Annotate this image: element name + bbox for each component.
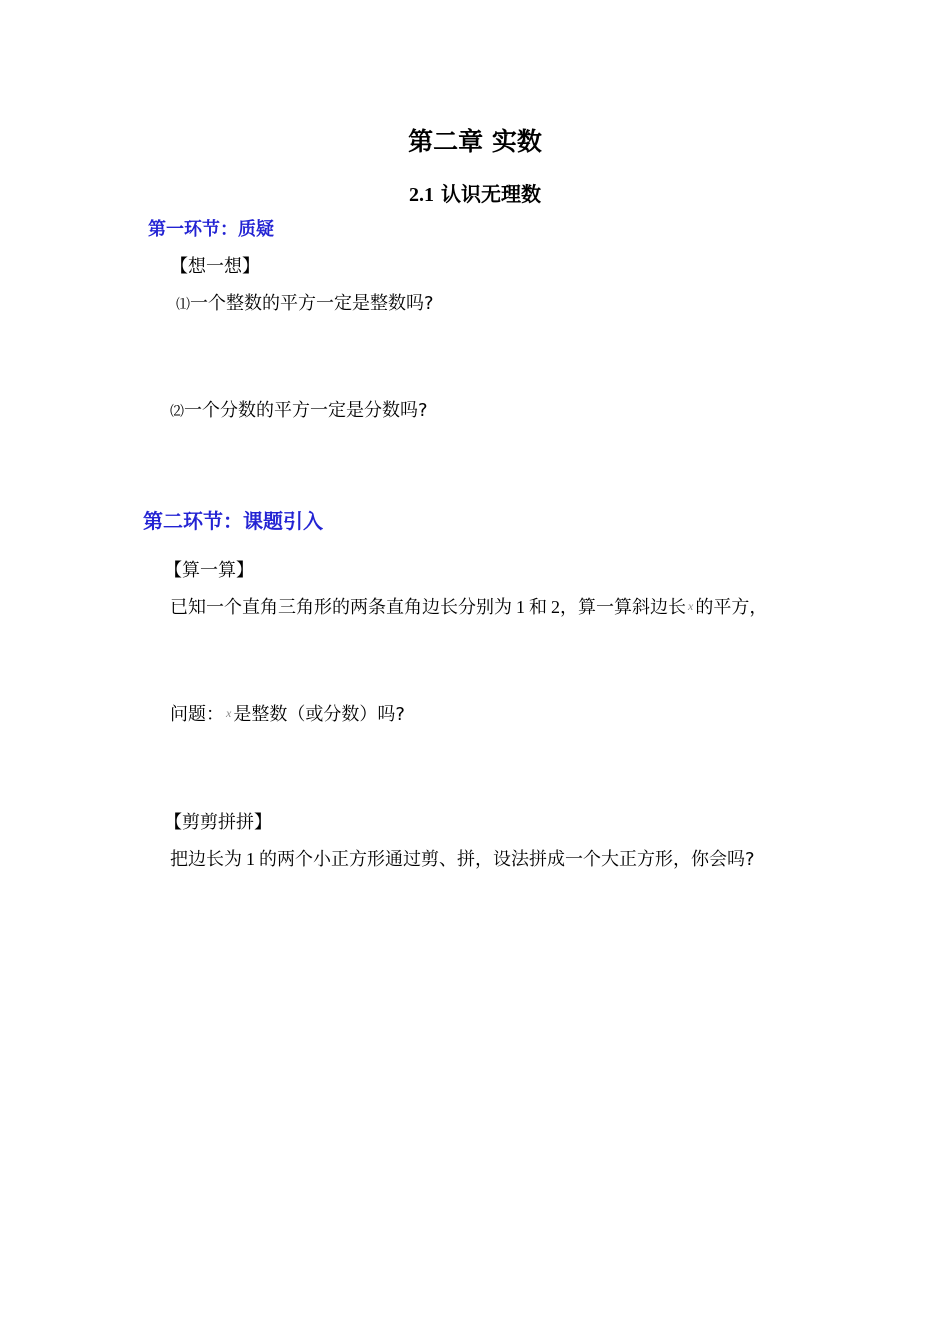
cut-text-a: 把边长为 — [170, 849, 242, 870]
calc-text-b: 和 — [529, 597, 547, 618]
calc-text-d: 的平方， — [695, 597, 768, 618]
question-2-marker: ⑵ — [170, 404, 184, 420]
question-prefix: 问题： — [170, 704, 224, 725]
question-var-x: x — [226, 706, 232, 720]
stage-1-heading: 第一环节：质疑 — [148, 219, 274, 240]
calc-num-1: 1 — [516, 597, 525, 617]
calc-paragraph — [170, 593, 767, 619]
calc-text-a: 已知一个直角三角形的两条直角边长分别为 — [170, 597, 512, 618]
stage-2-heading: 第二环节：课题引入 — [143, 509, 323, 533]
section-title — [0, 178, 950, 207]
question-2 — [170, 396, 428, 422]
question-1-text: 一个整数的平方一定是整数吗? — [190, 293, 434, 314]
calc-var-x: x — [688, 599, 694, 613]
section-number: 2.1 — [409, 184, 435, 206]
cut-text-b: 的两个小正方形通过剪、拼，设法拼成一个大正方形，你会吗? — [259, 849, 755, 870]
question-1-marker: ⑴ — [176, 297, 190, 313]
calc-text-c: ，算一算斜边长 — [560, 597, 686, 618]
chapter-title: 第二章 实数 — [408, 127, 542, 156]
cut-label: 【剪剪拼拼】 — [164, 812, 272, 833]
cut-num: 1 — [246, 849, 255, 869]
cut-paragraph — [170, 845, 755, 871]
question-1 — [176, 289, 434, 315]
question-paragraph — [170, 700, 405, 726]
think-label: 【想一想】 — [170, 256, 260, 277]
section-name: 认识无理数 — [440, 182, 541, 206]
calc-label: 【算一算】 — [164, 560, 254, 581]
question-2-text: 一个分数的平方一定是分数吗? — [184, 400, 428, 421]
question-text: 是整数（或分数）吗? — [233, 704, 405, 725]
calc-num-2: 2 — [551, 597, 560, 617]
